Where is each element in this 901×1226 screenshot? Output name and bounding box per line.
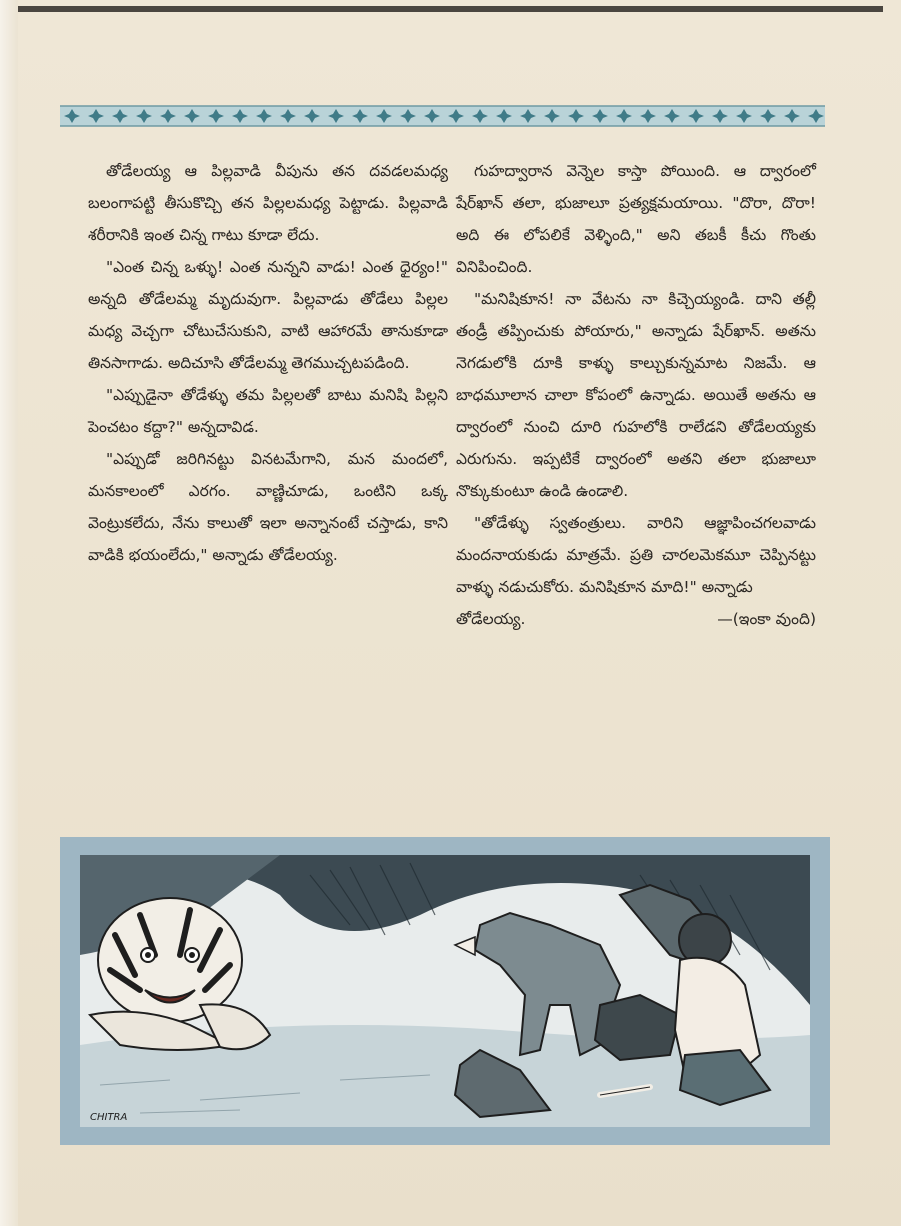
paragraph: "ఎప్పుడైనా తోడేళ్ళు తమ పిల్లలతో బాటు మనిషి పిల్లని పెంచటం కద్దా?" అన్నదావిడ. <box>88 386 448 436</box>
right-text-column <box>456 155 816 635</box>
page-top-border <box>18 6 883 12</box>
tiger-and-wolves-illustration <box>60 837 830 1145</box>
cave-scene-drawing <box>80 855 810 1127</box>
paragraph: "ఎప్పుడో జరిగినట్టు వినటమేగాని, మన మందలో, మనకాలంలో ఎరగం. వాణ్ణిచూడు, ఒంటిని ఒక్క వెంట్రుకలేదు, నేను కాలుతో ఇలా అన్నానంటే చస్తాడు, కాని వాడికి భయంలేదు," అన్నాడు తోడేలయ్య. <box>88 450 448 564</box>
speaker-name: తోడేలయ్య. <box>456 610 526 628</box>
paragraph: "ఎంత చిన్న ఒళ్ళు! ఎంత నున్నని వాడు! ఎంత ధైర్యం!" అన్నది తోడేలమ్మ మృదువుగా. పిల్లవాడు తోడేలు పిల్లల మధ్య వెచ్చగా చోటుచేసుకుని, వాటి ఆహారమే తానుకూడా తినసాగాడు. అదిచూసి తోడేలమ్మ తెగముచ్చటపడింది. <box>88 258 448 372</box>
paragraph: "తోడేళ్ళు స్వతంత్రులు. వారిని ఆజ్ఞాపించగలవాడు మందనాయకుడు మాత్రమే. ప్రతి చారలమెకమూ చెప్పినట్టు వాళ్ళు నడుచుకోరు. మనిషికూన మాది!" అన్నాడు <box>456 514 816 596</box>
paragraph: తోడేలయ్య ఆ పిల్లవాడి వీపును తన దవడలమధ్య బలంగాపట్టి తీసుకొచ్చి తన పిల్లలమధ్య పెట్టాడు. పిల్లవాడి శరీరానికి ఇంత చిన్న గాటు కూడా లేదు. <box>88 162 448 244</box>
paragraph: "మనిషికూన! నా వేటను నా కిచ్చెయ్యండి. దాని తల్లీ తండ్రీ తప్పించుకు పోయారు," అన్నాడు షేర్‌ఖాన్. అతను నెగడులోకి దూకి కాళ్ళు కాల్చుకున్నమాట నిజమే. ఆ బాధమూలాన చాలా కోపంలో ఉన్నాడు. అయితే అతను ఆ ద్వారంలో నుంచి దూరి గుహలోకి రాలేడని తోడేలయ్యకు ఎరుగును. ఇప్పటికే ద్వారంలో అతని తలా భుజాలూ నొక్కుకుంటూ ఉండి ఉండాలి. <box>456 290 816 500</box>
paragraph: గుహద్వారాన వెన్నెల కాస్తా పోయింది. ఆ ద్వారంలో షేర్‌ఖాన్ తలా, భుజాలూ ప్రత్యక్షమయాయి. "దొరా, దొరా! అది ఈ లోపలికే వెళ్ళింది," అని తబకీ కీచు గొంతు వినిపించింది. <box>456 162 816 276</box>
artist-signature: CHITRA <box>90 1112 128 1123</box>
left-text-column <box>88 155 448 571</box>
star-band-ornament-icon <box>60 104 825 128</box>
to-be-continued: —(ఇంకా వుంది) <box>717 610 816 628</box>
closing-line <box>456 603 816 635</box>
page-gutter <box>0 0 18 1226</box>
